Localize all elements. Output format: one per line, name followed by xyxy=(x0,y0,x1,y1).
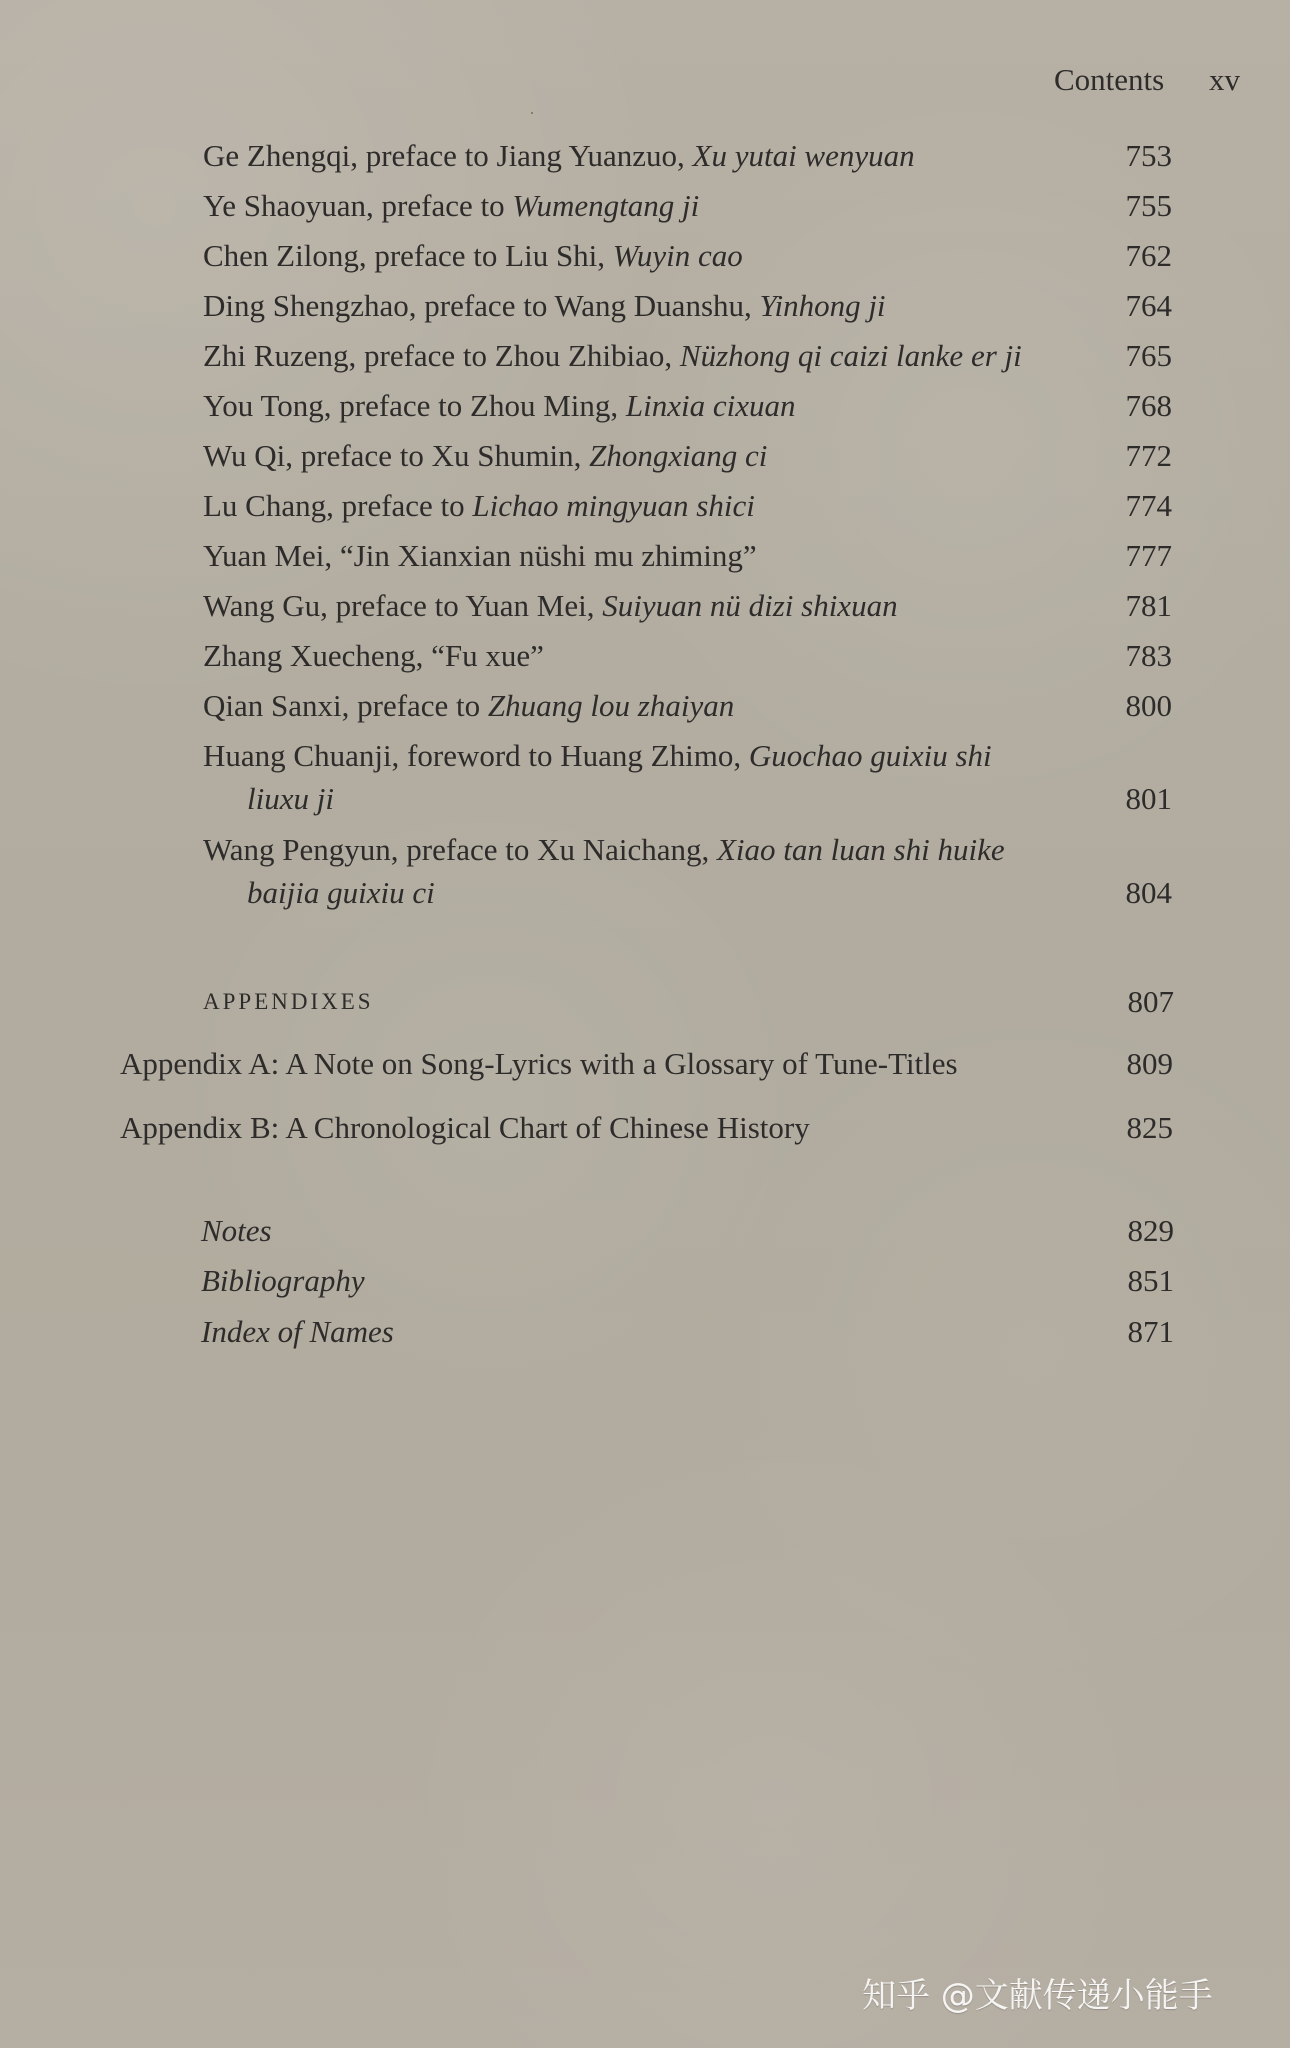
entry-text xyxy=(203,586,898,626)
entry-author: You Tong, preface to Zhou Ming, xyxy=(203,388,626,423)
entry-title: Nüzhong qi caizi lanke er ji xyxy=(679,338,1022,373)
entry-title: Xu yutai wenyuan xyxy=(692,138,915,173)
entry-text xyxy=(203,186,699,226)
entry-author: Ding Shengzhao, preface to Wang Duanshu, xyxy=(203,288,760,323)
back-matter-entry xyxy=(201,1211,1174,1251)
entry-author: Chen Zilong, preface to Liu Shi, xyxy=(203,238,613,273)
appendixes-heading xyxy=(203,984,1174,1020)
entry-text xyxy=(203,436,767,476)
appendix-title: Appendix A: A Note on Song-Lyrics with a Glossary of Tune-Titles xyxy=(120,1046,958,1081)
entry-text xyxy=(203,386,796,426)
appendixes-page-number: 807 xyxy=(1127,984,1174,1019)
toc-entry xyxy=(203,236,1172,276)
entry-page-number: 755 xyxy=(1125,188,1172,223)
entry-title-continuation: baijia guixiu ci xyxy=(247,875,435,910)
entry-author: Wang Gu, preface to Yuan Mei, xyxy=(203,588,603,623)
entry-text xyxy=(203,336,1022,376)
entry-text xyxy=(203,536,757,576)
appendix-page-number: 825 xyxy=(1126,1110,1173,1145)
entry-title: Lichao mingyuan shici xyxy=(472,488,755,523)
entry-page-number: 783 xyxy=(1125,638,1172,673)
appendix-title: Appendix B: A Chronological Chart of Chinese History xyxy=(120,1110,810,1145)
toc-entry xyxy=(203,536,1172,576)
entry-page-number: 765 xyxy=(1125,338,1172,373)
entry-page-number: 800 xyxy=(1125,688,1172,723)
entry-author: Lu Chang, preface to xyxy=(203,488,473,523)
back-matter-entry xyxy=(201,1312,1174,1352)
page-number-roman: xv xyxy=(1209,62,1240,97)
entry-page-number: 804 xyxy=(1125,875,1172,910)
entry-text xyxy=(203,486,755,526)
toc-entry xyxy=(203,286,1172,326)
toc-entry xyxy=(203,386,1172,426)
toc-entry xyxy=(203,486,1172,526)
entry-text xyxy=(203,736,992,776)
entry-title: Zhuang lou zhaiyan xyxy=(487,688,735,723)
entry-page-number: 801 xyxy=(1125,781,1172,816)
entry-author: Ye Shaoyuan, preface to xyxy=(203,188,513,223)
entry-page-number: 781 xyxy=(1125,588,1172,623)
entry-title: Guochao guixiu shi xyxy=(748,738,992,773)
back-matter-title: Notes xyxy=(201,1213,272,1248)
back-matter-page-number: 871 xyxy=(1127,1314,1174,1349)
entry-title: Wuyin cao xyxy=(612,238,743,273)
appendix-entry xyxy=(120,1108,1173,1148)
toc-entry xyxy=(203,586,1172,626)
entry-author: Wang Pengyun, preface to Xu Naichang, xyxy=(203,832,717,867)
entry-page-number: 762 xyxy=(1125,238,1172,273)
entry-page-number: 777 xyxy=(1125,538,1172,573)
toc-entry xyxy=(203,686,1172,726)
toc-entry xyxy=(203,436,1172,476)
appendix-page-number: 809 xyxy=(1126,1046,1173,1081)
entry-title: Linxia cixuan xyxy=(625,388,796,423)
back-matter-entry xyxy=(201,1261,1174,1301)
entry-text xyxy=(203,136,915,176)
entry-author: Qian Sanxi, preface to xyxy=(203,688,488,723)
back-matter-page-number: 829 xyxy=(1127,1213,1174,1248)
entry-text xyxy=(203,286,886,326)
entry-page-number: 772 xyxy=(1125,438,1172,473)
entry-text xyxy=(203,686,734,726)
entry-title: Wumengtang ji xyxy=(512,188,700,223)
toc-entry xyxy=(203,830,1172,914)
entry-page-number: 768 xyxy=(1125,388,1172,423)
entry-author: Huang Chuanji, foreword to Huang Zhimo, xyxy=(203,738,749,773)
entry-page-number: 764 xyxy=(1125,288,1172,323)
back-matter-page-number: 851 xyxy=(1127,1263,1174,1298)
entry-page-number: 774 xyxy=(1125,488,1172,523)
toc-entry xyxy=(203,336,1172,376)
back-matter-title: Bibliography xyxy=(201,1263,365,1298)
toc-entry xyxy=(203,186,1172,226)
watermark-text: 知乎 @文献传递小能手 xyxy=(862,1976,1213,2016)
toc-entry xyxy=(203,136,1172,176)
toc-entry xyxy=(203,636,1172,676)
page-header xyxy=(1054,60,1240,100)
appendixes-label: APPENDIXES xyxy=(203,989,374,1014)
entry-author: Wu Qi, preface to Xu Shumin, xyxy=(203,438,590,473)
section-title: Contents xyxy=(1054,62,1165,97)
entry-title: Suiyuan nü dizi shixuan xyxy=(602,588,898,623)
entry-text xyxy=(203,636,544,676)
appendix-entry xyxy=(120,1044,1173,1084)
entry-author: Ge Zhengqi, preface to Jiang Yuanzuo, xyxy=(203,138,693,173)
page-speck xyxy=(531,112,533,114)
entry-author: Zhang Xuecheng, “Fu xue” xyxy=(203,638,544,673)
entry-author: Zhi Ruzeng, preface to Zhou Zhibiao, xyxy=(203,338,680,373)
entry-title-continuation: liuxu ji xyxy=(247,781,334,816)
entry-text xyxy=(203,830,1005,870)
entry-text xyxy=(203,236,743,276)
back-matter-title: Index of Names xyxy=(201,1314,394,1349)
entry-title: Zhongxiang ci xyxy=(589,438,768,473)
toc-entry xyxy=(203,736,1172,820)
entry-author: Yuan Mei, “Jin Xianxian nüshi mu zhiming” xyxy=(203,538,757,573)
entry-page-number: 753 xyxy=(1125,138,1172,173)
entry-title: Yinhong ji xyxy=(759,288,886,323)
entry-title: Xiao tan luan shi huike xyxy=(717,832,1005,867)
